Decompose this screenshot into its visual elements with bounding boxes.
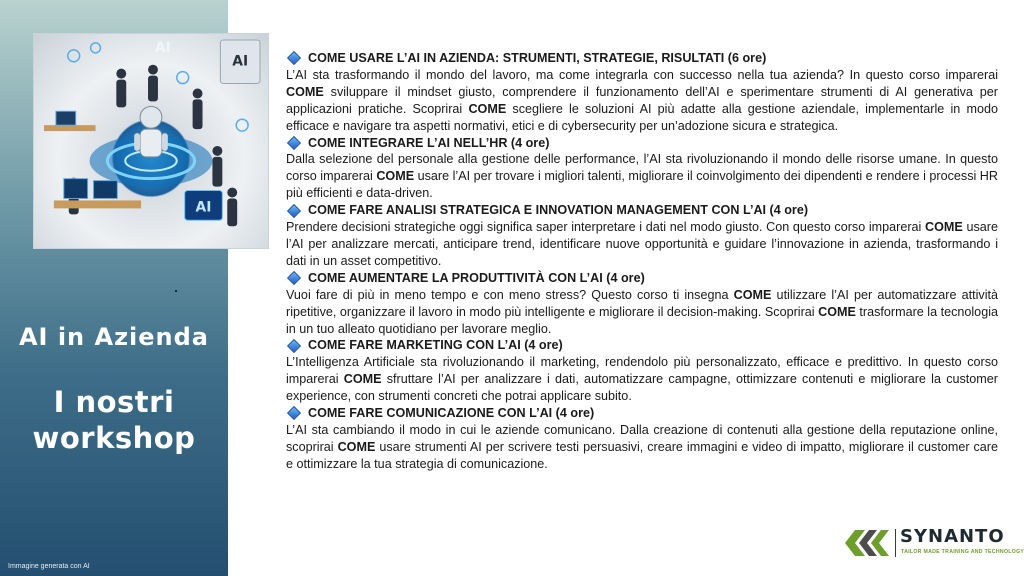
- course-title-text: COME USARE L’AI IN AZIENDA: STRUMENTI, STRATEGIE, RISULTATI (6 ore): [308, 51, 767, 65]
- course-emphasis: COME: [376, 169, 415, 184]
- logo-tagline: TAILOR MADE TRAINING AND TECHNOLOGY: [901, 549, 1024, 555]
- course-text: Prendere decisioni strategiche oggi significa saper interpretare i dati nel modo giusto. Con questo corso imparerai: [286, 220, 926, 235]
- course-title: [286, 135, 998, 152]
- logo-chevron-icon: [845, 530, 891, 556]
- hero-illustration: [34, 34, 268, 248]
- courses-list: [286, 50, 998, 473]
- course-text: sviluppare il mindset giusto, comprendere il funzionamento dell’AI e sperimentare strumenti di AI generativa per applicazioni pratiche. Scoprirai: [286, 84, 998, 116]
- course-title: [286, 202, 998, 219]
- logo-divider: [895, 529, 896, 557]
- course-text: utilizzare l’AI per automatizzare attività ripetitive, organizzare il lavoro in modo più intelligente e migliorare il decision-making. Scoprirai: [286, 287, 998, 319]
- course-title-text: COME FARE COMUNICAZIONE CON L’AI (4 ore): [308, 406, 595, 421]
- course-title: [286, 405, 998, 422]
- course-title-text: COME FARE ANALISI STRATEGICA E INNOVATION MANAGEMENT CON L’AI (4 ore): [308, 203, 809, 218]
- course-text: L’AI sta trasformando il mondo del lavoro, ma come integrarla con successo nella tua azienda? In questo corso imparerai: [286, 67, 998, 82]
- image-credit: Immagine generata con AI: [8, 563, 90, 570]
- course-text: usare l’AI per trovare i migliori talenti, migliorare il coinvolgimento dei dipendenti e rendere i processi HR più efficienti e data-driven.: [286, 169, 998, 201]
- course-description: [286, 219, 998, 270]
- course-text: Vuoi fare di più in meno tempo e con meno stress? Questo corso ti insegna: [286, 287, 734, 302]
- course-emphasis: COME: [818, 304, 856, 319]
- svg-text:AI: AI: [154, 39, 171, 56]
- diamond-bullet-icon: [287, 51, 301, 65]
- synanto-logo: [845, 526, 1024, 560]
- course-emphasis: COME: [286, 84, 324, 99]
- diamond-bullet-icon: [287, 339, 301, 353]
- diamond-bullet-icon: [287, 136, 301, 150]
- diamond-bullet-icon: [287, 204, 301, 218]
- course-emphasis: COME: [733, 287, 772, 302]
- decorative-dot: [175, 290, 177, 292]
- course-title-text: COME INTEGRARE L’AI NELL’HR (4 ore): [308, 135, 550, 150]
- course-description: [286, 151, 998, 202]
- course-title: [286, 270, 998, 287]
- course-description: [286, 287, 998, 338]
- course-emphasis: COME: [468, 101, 507, 116]
- course-description: [286, 67, 998, 135]
- course-text: usare l’AI per analizzare mercati, anticipare trend, identificare nuove opportunità e guidare l’innovazione in azienda, trasformando i dati in un asset competitivo.: [286, 220, 998, 268]
- course-text: sfruttare l’AI per analizzare i dati, automatizzare campagne, ottimizzare contenuti e migliorare la customer experience, con strumenti concreti che potrai applicare subito.: [286, 372, 998, 404]
- course-text: usare strumenti AI per scrivere testi persuasivi, creare immagini e video di impatto, migliorare il customer care e ottimizzare la tua strategia di comunicazione.: [286, 439, 998, 471]
- diamond-bullet-icon: [287, 271, 301, 285]
- sidebar-subtitle-line1: I nostri: [53, 385, 175, 419]
- logo-name: SYNANTO: [900, 526, 1005, 547]
- sidebar-subtitle-line2: workshop: [32, 421, 196, 455]
- robot-icon: [134, 106, 168, 157]
- svg-text:AI: AI: [195, 199, 212, 216]
- diamond-bullet-icon: [287, 406, 301, 420]
- sidebar-title: AI in Azienda: [18, 323, 210, 351]
- course-title: [286, 50, 998, 67]
- course-emphasis: COME: [337, 439, 376, 454]
- course-title: [286, 337, 998, 354]
- course-text: trasformare la tecnologia in un tuo alleato quotidiano per lavorare meglio.: [286, 304, 998, 336]
- course-description: [286, 354, 998, 405]
- course-description: [286, 422, 998, 473]
- course-title-text: COME AUMENTARE LA PRODUTTIVITÀ CON L’AI (4 ore): [308, 270, 645, 285]
- svg-text:AI: AI: [232, 53, 249, 70]
- course-emphasis: COME: [343, 372, 382, 387]
- course-text: L’Intelligenza Artificiale sta rivoluzionando il marketing, rendendolo più personalizzato, efficace e predittivo. In questo corso imparerai: [286, 355, 998, 387]
- sidebar-subtitle: [0, 384, 228, 456]
- course-text: Dalla selezione del personale alla gestione delle performance, l’AI sta rivoluzionando il mondo delle risorse umane. In questo corso imparerai: [286, 152, 998, 184]
- course-emphasis: COME: [925, 220, 963, 235]
- course-text: scegliere le soluzioni AI più adatte alla gestione aziendale, implementarle in modo efficace e navigare tra aspetti normativi, etici e di cybersecurity per un’adozione sicura e strategica.: [286, 101, 998, 133]
- course-text: L’AI sta cambiando il modo in cui le aziende comunicano. Dalla creazione di contenuti alla gestione della reputazione online, scoprirai: [286, 422, 998, 454]
- course-title-text: COME FARE MARKETING CON L’AI (4 ore): [308, 338, 563, 353]
- hero-image: [33, 33, 269, 249]
